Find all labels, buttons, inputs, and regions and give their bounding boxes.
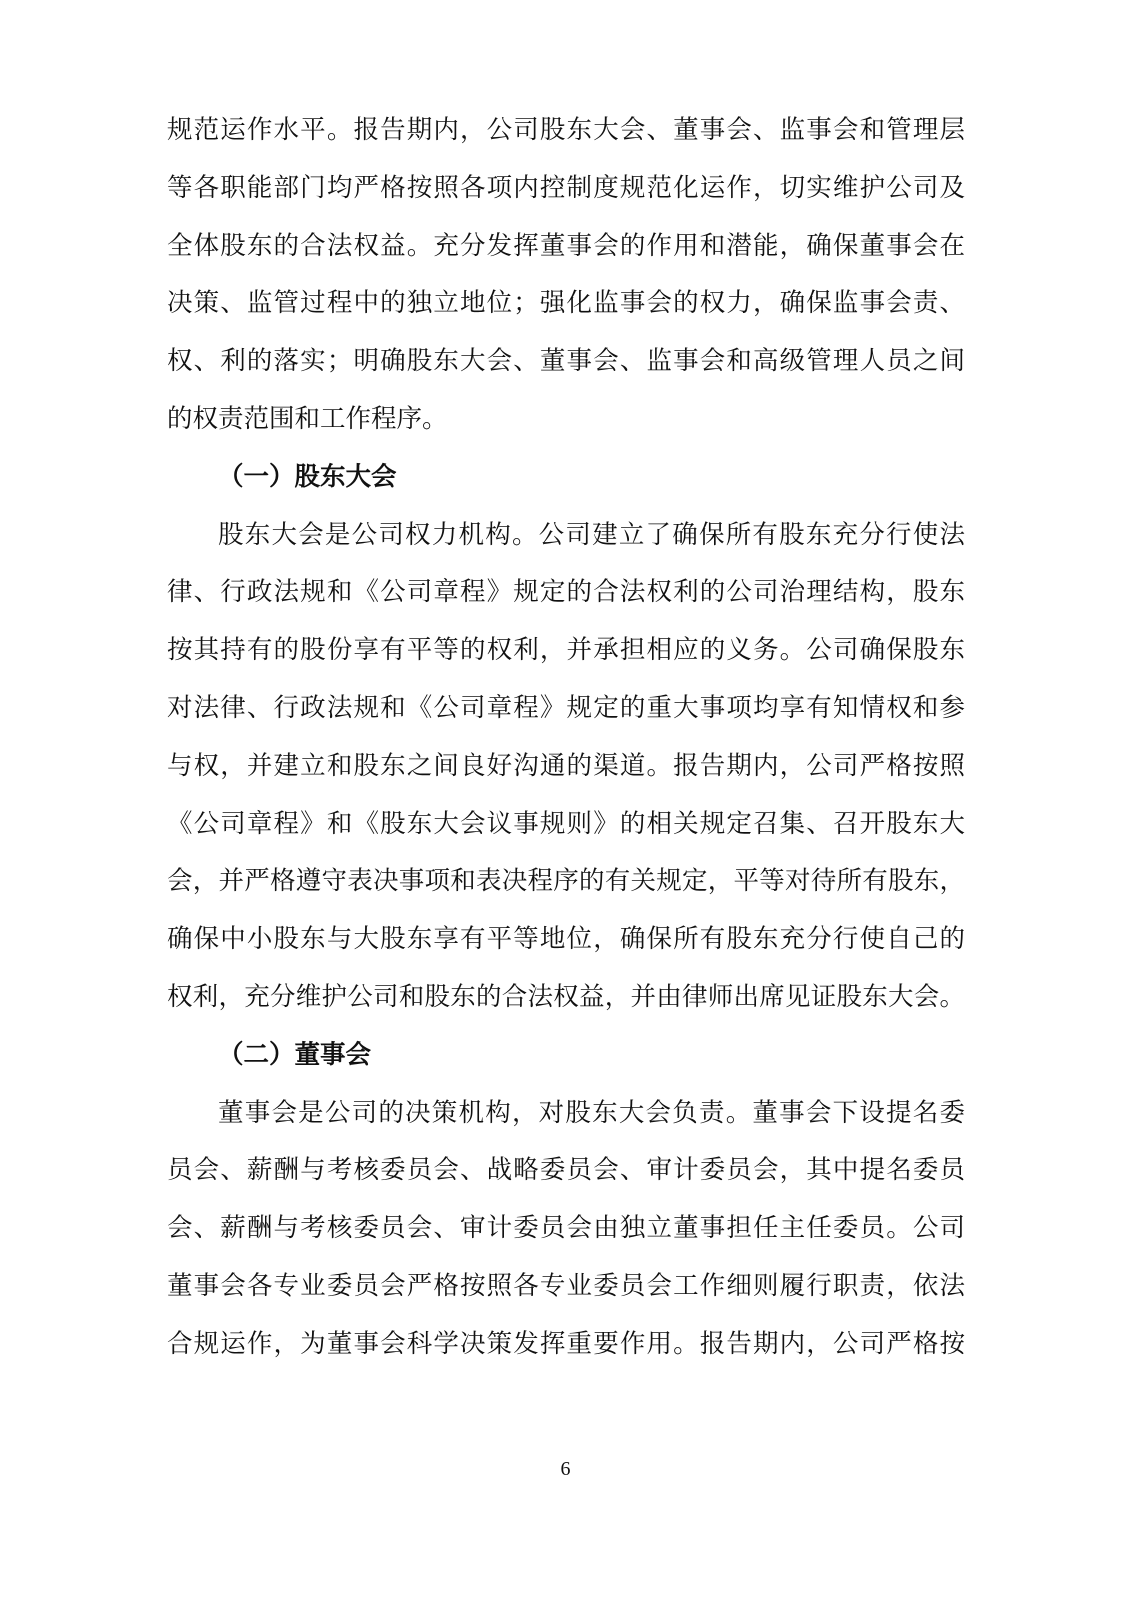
text-line: 确保中小股东与大股东享有平等地位，确保所有股东充分行使自己的 [167, 924, 965, 954]
text-line: 会、薪酬与考核委员会、审计委员会由独立董事担任主任委员。公司 [167, 1213, 965, 1243]
document-body [167, 101, 965, 1373]
text-line: 《公司章程》和《股东大会议事规则》的相关规定召集、召开股东大 [167, 808, 965, 838]
text-line: 权利，充分维护公司和股东的合法权益，并由律师出席见证股东大会。 [167, 981, 965, 1011]
text-line: 合规运作，为董事会科学决策发挥重要作用。报告期内，公司严格按 [167, 1328, 965, 1358]
text-line: 等各职能部门均严格按照各项内控制度规范化运作，切实维护公司及 [167, 172, 965, 202]
text-line: 董事会各专业委员会严格按照各专业委员会工作细则履行职责，依法 [167, 1270, 965, 1300]
text-line: 权、利的落实；明确股东大会、董事会、监事会和高级管理人员之间 [167, 346, 965, 376]
text-line: 与权，并建立和股东之间良好沟通的渠道。报告期内，公司严格按照 [167, 750, 965, 780]
text-line: 股东大会是公司权力机构。公司建立了确保所有股东充分行使法 [218, 519, 965, 549]
text-line: 对法律、行政法规和《公司章程》规定的重大事项均享有知情权和参 [167, 692, 965, 722]
text-line: 董事会是公司的决策机构，对股东大会负责。董事会下设提名委 [218, 1097, 965, 1127]
text-line: 决策、监管过程中的独立地位；强化监事会的权力，确保监事会责、 [167, 288, 965, 318]
page-number: 6 [560, 1458, 571, 1480]
text-line: 的权责范围和工作程序。 [167, 403, 448, 433]
text-line: 规范运作水平。报告期内，公司股东大会、董事会、监事会和管理层 [167, 115, 965, 144]
text-line: 员会、薪酬与考核委员会、战略委员会、审计委员会，其中提名委员 [167, 1155, 965, 1185]
section-heading: （二）董事会 [218, 1039, 372, 1069]
text-line: 律、行政法规和《公司章程》规定的合法权利的公司治理结构，股东 [167, 577, 965, 607]
text-line: 全体股东的合法权益。充分发挥董事会的作用和潜能，确保董事会在 [167, 230, 965, 260]
text-line: 会，并严格遵守表决事项和表决程序的有关规定，平等对待所有股东， [167, 866, 965, 896]
section-heading: （一）股东大会 [218, 461, 397, 491]
page-footer [0, 1456, 1131, 1482]
text-line: 按其持有的股份享有平等的权利，并承担相应的义务。公司确保股东 [167, 635, 965, 665]
